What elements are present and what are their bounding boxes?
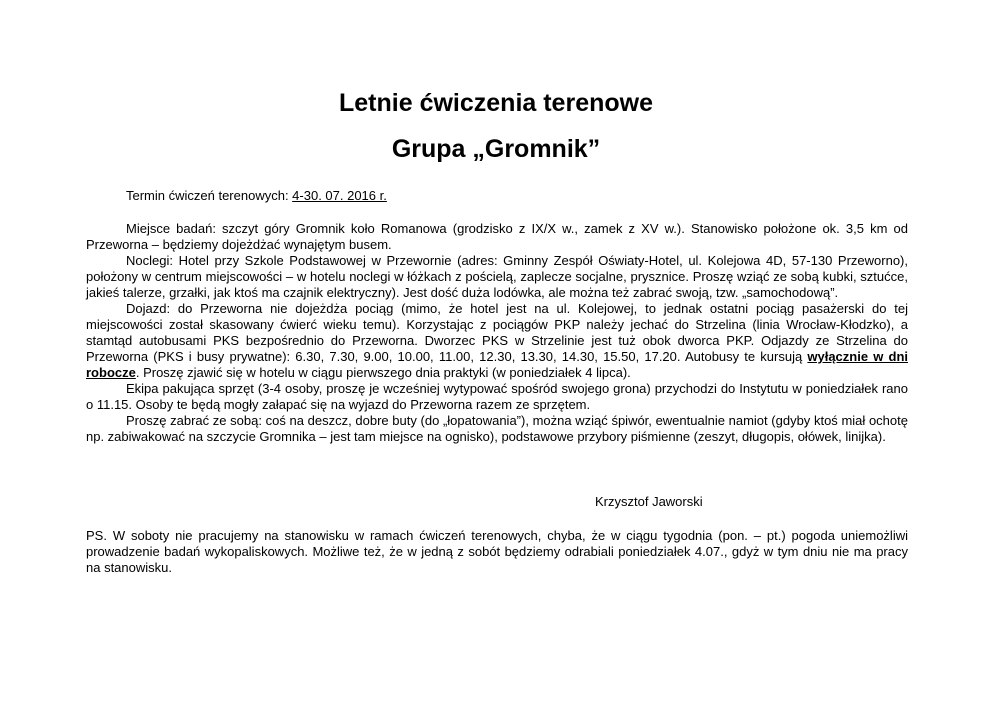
- paragraph-noclegi: Noclegi: Hotel przy Szkole Podstawowej w Przewornie (adres: Gminny Zespół Oświaty-Hotel, ul. Kolejowa 4D, 57-130 Przeworno), położony w centrum miejscowości – w hotelu noclegi w łóżkach z pościelą, zaplecze socjalne, prysznice. Proszę wziąć ze sobą kubki, sztućce, jakieś talerze, grzałki, jak ktoś ma czajnik elektryczny). Jest dość duża lodówka, ale można też zabrać swoją, tzw. „samochodową”.: [86, 253, 908, 300]
- title-line-1: Letnie ćwiczenia terenowe: [339, 89, 653, 117]
- postscript: [86, 528, 908, 576]
- paragraph-zabrac: Proszę zabrać ze sobą: coś na deszcz, dobre buty (do „łopatowania”), można wziąć śpiwór, ewentualnie namiot (gdyby ktoś miał ochotę np. zabiwakować na szczycie Gromnika – jest tam miejsce na ognisko), podstawowe przybory piśmienne (zeszyt, długopis, ołówek, linijka).: [86, 413, 908, 444]
- title-line-2: Grupa „Gromnik”: [391, 135, 601, 163]
- term-value: 4-30. 07. 2016 r.: [292, 188, 387, 203]
- ps-paragraph: PS. W soboty nie pracujemy na stanowisku w ramach ćwiczeń terenowych, chyba, że w ciągu tygodnia (pon. – pt.) pogoda uniemożliwi prowadzenie badań wykopaliskowych. Możliwe też, że w jedną z sobót będziemy odrabiali poniedziałek 4.07., gdyż w tym dniu nie ma pracy na stanowisku.: [86, 528, 908, 575]
- body-text: [86, 221, 908, 445]
- dojazd-text-end: . Proszę zjawić się w hotelu w ciągu pierwszego dnia praktyki (w poniedziałek 4 lipca).: [135, 365, 631, 380]
- paragraph-dojazd: [86, 301, 908, 381]
- dojazd-emphasis: wyłącznie w dni robocze: [86, 349, 908, 380]
- term-label: Termin ćwiczeń terenowych:: [126, 188, 293, 203]
- paragraph-miejsce: Miejsce badań: szczyt góry Gromnik koło Romanowa (grodzisko z IX/X w., zamek z XV w.). Stanowisko położone ok. 3,5 km od Przeworna – będziemy dojeżdżać wynajętym busem.: [86, 221, 908, 252]
- paragraph-ekipa: Ekipa pakująca sprzęt (3-4 osoby, proszę je wcześniej wytypować spośród swojego grona) przychodzi do Instytutu w poniedziałek rano o 11.15. Osoby te będą mogły załapać się na wyjazd do Przeworna razem ze sprzętem.: [86, 381, 908, 412]
- term-line: [86, 188, 908, 204]
- dojazd-text-start: Dojazd: do Przeworna nie dojeżdża pociąg (mimo, że hotel jest na ul. Kolejowej, to jednak ostatni pociąg pasażerski do tej miejscowości został skasowany ćwierć wieku temu). Korzystając z pociągów PKP należy jechać do Strzelina (linia Wrocław-Kłodzko), a stamtąd autobusami PKS bezpośrednio do Przeworna. Dworzec PKS w Strzelinie jest tuż obok dworca PKP. Odjazdy ze Strzelina do Przeworna (PKS i busy prywatne): 6.30, 7.30, 9.00, 10.00, 11.00, 12.30, 13.30, 14.30, 15.50, 17.20. Autobusy te kursują: [86, 301, 908, 364]
- signature: Krzysztof Jaworski: [595, 494, 703, 509]
